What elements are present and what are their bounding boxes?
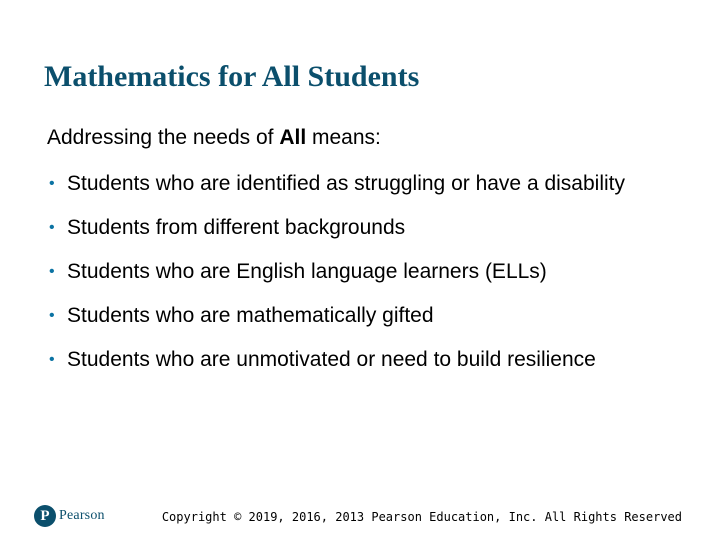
pearson-logo — [34, 505, 105, 527]
bullet-text: Students who are mathematically gifted — [67, 304, 434, 327]
bullet-item — [47, 214, 687, 242]
intro-suffix: means: — [306, 126, 381, 149]
bullet-icon: • — [49, 307, 55, 324]
bullet-icon: • — [49, 219, 55, 236]
bullet-list — [47, 170, 687, 390]
bullet-text: Students who are unmotivated or need to build resilience — [67, 348, 596, 371]
bullet-item — [47, 302, 687, 330]
intro-text — [47, 125, 381, 151]
pearson-logo-icon: P — [34, 505, 56, 527]
bullet-text: Students who are English language learners (ELLs) — [67, 260, 547, 283]
bullet-icon: • — [49, 263, 55, 280]
bullet-item — [47, 346, 687, 374]
bullet-icon: • — [49, 175, 55, 192]
copyright-notice: Copyright © 2019, 2016, 2013 Pearson Education, Inc. All Rights Reserved — [161, 510, 682, 524]
slide-title: Mathematics for All Students — [44, 60, 420, 93]
bullet-item — [47, 170, 687, 198]
bullet-text: Students who are identified as struggling or have a disability — [67, 172, 625, 195]
bullet-icon: • — [49, 351, 55, 368]
bullet-item — [47, 258, 687, 286]
bullet-text: Students from different backgrounds — [67, 216, 406, 239]
pearson-logo-wordmark: Pearson — [59, 508, 105, 523]
intro-prefix: Addressing the needs of — [47, 126, 280, 149]
intro-emphasis: All — [279, 126, 307, 149]
